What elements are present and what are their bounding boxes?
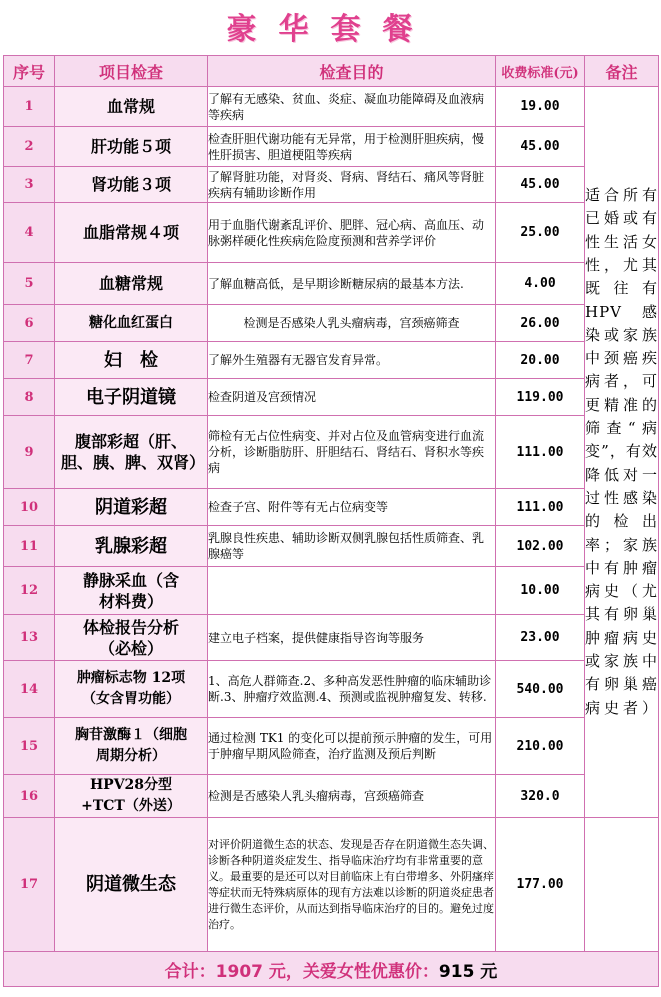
row-purpose: 通过检测 TK1 的变化可以提前预示肿瘤的发生，可用于肿瘤早期风险筛查，治疗监测及预后判断 (208, 718, 496, 775)
total-cell (4, 952, 659, 987)
row-item: 血脂常规４项 (55, 203, 208, 263)
header-price: 收费标准(元) (496, 56, 585, 87)
row-item: 肝功能５项 (55, 127, 208, 167)
table-row (4, 489, 659, 526)
row-no: 5 (4, 263, 55, 305)
row-no: 12 (4, 567, 55, 615)
row-price: 19.00 (496, 87, 585, 127)
row-purpose: 建立电子档案，提供健康指导咨询等服务 (208, 615, 496, 661)
row-price: 45.00 (496, 127, 585, 167)
remark-cell: 适合所有已婚或有性生活女性，尤其既往有 HPV 感染或家族中颈癌疾病者，可更精准的筛查“病变”，有效降低对一过性感染的检出率；家族中有肿瘤病史（尤其有卵巢肿瘤病史或家族中有卵巢癌病史者） (585, 87, 659, 818)
row-price: 540.00 (496, 661, 585, 718)
row-purpose: 了解有无感染、贫血、炎症、凝血功能障碍及血液病等疾病 (208, 87, 496, 127)
row-price: 119.00 (496, 379, 585, 416)
row-price: 26.00 (496, 305, 585, 342)
row-no: 2 (4, 127, 55, 167)
remark-empty-cell (585, 818, 659, 952)
row-purpose: 了解外生殖器有无器官发育异常。 (208, 342, 496, 379)
row-item: 妇 检 (55, 342, 208, 379)
row-item: HPV28分型+TCT（外送） (55, 775, 208, 818)
row-purpose: 检查子宫、附件等有无占位病变等 (208, 489, 496, 526)
row-no: 16 (4, 775, 55, 818)
row-item: 阴道彩超 (55, 489, 208, 526)
table-row (4, 615, 659, 661)
row-price: 20.00 (496, 342, 585, 379)
total-label: 合计： (164, 961, 216, 982)
row-item: 阴道微生态 (55, 818, 208, 952)
row-item: 静脉采血（含材料费） (55, 567, 208, 615)
row-purpose: 用于血脂代谢紊乱评价、肥胖、冠心病、高血压、动脉粥样硬化性疾病危险度预测和营养学评价 (208, 203, 496, 263)
row-no: 9 (4, 416, 55, 489)
header-no: 序号 (4, 56, 55, 87)
row-price: 210.00 (496, 718, 585, 775)
total-row (4, 952, 659, 987)
row-item: 电子阴道镜 (55, 379, 208, 416)
row-no: 6 (4, 305, 55, 342)
row-purpose: 检查肝胆代谢功能有无异常，用于检测肝胆疾病，慢性肝损害、胆道梗阻等疾病 (208, 127, 496, 167)
row-purpose: 对评价阴道微生态的状态、发现是否存在阴道微生态失调、诊断各种阴道炎症发生、指导临床治疗均有非常重要的意义。最重要的是还可以对目前临床上有白带增多、外阴瘙痒等症状而无特殊病原体的现有方法难以诊断的阴道炎症患者进行微生态评价，从而达到指导临床治疗的目的。避免过度治疗。 (208, 818, 496, 952)
row-purpose: 乳腺良性疾患、辅助诊断双侧乳腺包括性质筛查、乳腺癌等 (208, 526, 496, 567)
row-purpose: 检测是否感染人乳头瘤病毒，宫颈癌筛查 (208, 305, 496, 342)
row-price: 45.00 (496, 167, 585, 203)
row-no: 7 (4, 342, 55, 379)
table-row (4, 305, 659, 342)
row-item: 糖化血红蛋白 (55, 305, 208, 342)
table-row (4, 379, 659, 416)
row-price: 10.00 (496, 567, 585, 615)
header-item: 项目检查 (55, 56, 208, 87)
row-no: 8 (4, 379, 55, 416)
row-purpose: 检测是否感染人乳头瘤病毒，宫颈癌筛查 (208, 775, 496, 818)
page-title: 豪华套餐 (226, 12, 435, 47)
row-item: 腹部彩超（肝、胆、胰、脾、双肾） (55, 416, 208, 489)
row-no: 13 (4, 615, 55, 661)
row-price: 111.00 (496, 416, 585, 489)
row-purpose (208, 567, 496, 615)
row-item: 体检报告分析（必检） (55, 615, 208, 661)
table-row (4, 263, 659, 305)
table-row (4, 718, 659, 775)
header-remark: 备注 (585, 56, 659, 87)
table-row (4, 526, 659, 567)
table-row (4, 203, 659, 263)
row-purpose: 筛检有无占位性病变、并对占位及血管病变进行血流分析，诊断脂肪肝、肝胆结石、肾结石、肾积水等疾病 (208, 416, 496, 489)
row-no: 15 (4, 718, 55, 775)
row-item: 乳腺彩超 (55, 526, 208, 567)
row-no: 17 (4, 818, 55, 952)
row-price: 102.00 (496, 526, 585, 567)
row-no: 10 (4, 489, 55, 526)
row-price: 23.00 (496, 615, 585, 661)
row-purpose: 检查阴道及宫颈情况 (208, 379, 496, 416)
table-row (4, 342, 659, 379)
table-row (4, 818, 659, 952)
row-item: 胸苷激酶１（细胞周期分析） (55, 718, 208, 775)
package-table (3, 55, 659, 987)
row-no: 4 (4, 203, 55, 263)
row-item: 肾功能３项 (55, 167, 208, 203)
row-item: 血常规 (55, 87, 208, 127)
row-price: 111.00 (496, 489, 585, 526)
row-item: 肿瘤标志物 12项（女含胃功能） (55, 661, 208, 718)
row-price: 25.00 (496, 203, 585, 263)
row-price: 177.00 (496, 818, 585, 952)
table-row (4, 775, 659, 818)
table-row (4, 661, 659, 718)
table-row (4, 87, 659, 127)
discount-price: 915 元 (438, 961, 498, 982)
total-separator: ，关爱女性优惠价： (285, 961, 439, 982)
row-purpose: 了解肾脏功能，对肾炎、肾病、肾结石、痛风等肾脏疾病有辅助诊断作用 (208, 167, 496, 203)
row-no: 14 (4, 661, 55, 718)
table-row (4, 567, 659, 615)
table-row (4, 416, 659, 489)
header-purpose: 检查目的 (208, 56, 496, 87)
table-row (4, 167, 659, 203)
row-purpose: 了解血糖高低，是早期诊断糖尿病的最基本方法. (208, 263, 496, 305)
row-price: 4.00 (496, 263, 585, 305)
row-price: 320.0 (496, 775, 585, 818)
table-row (4, 127, 659, 167)
row-no: 11 (4, 526, 55, 567)
row-purpose: 1、高危人群筛查.2、多种高发恶性肿瘤的临床辅助诊断.3、肿瘤疗效监测.4、预测或监视肿瘤复发、转移. (208, 661, 496, 718)
total-amount: 1907 元 (215, 961, 286, 982)
row-no: 3 (4, 167, 55, 203)
table-header-row (4, 56, 659, 87)
row-no: 1 (4, 87, 55, 127)
row-item: 血糖常规 (55, 263, 208, 305)
